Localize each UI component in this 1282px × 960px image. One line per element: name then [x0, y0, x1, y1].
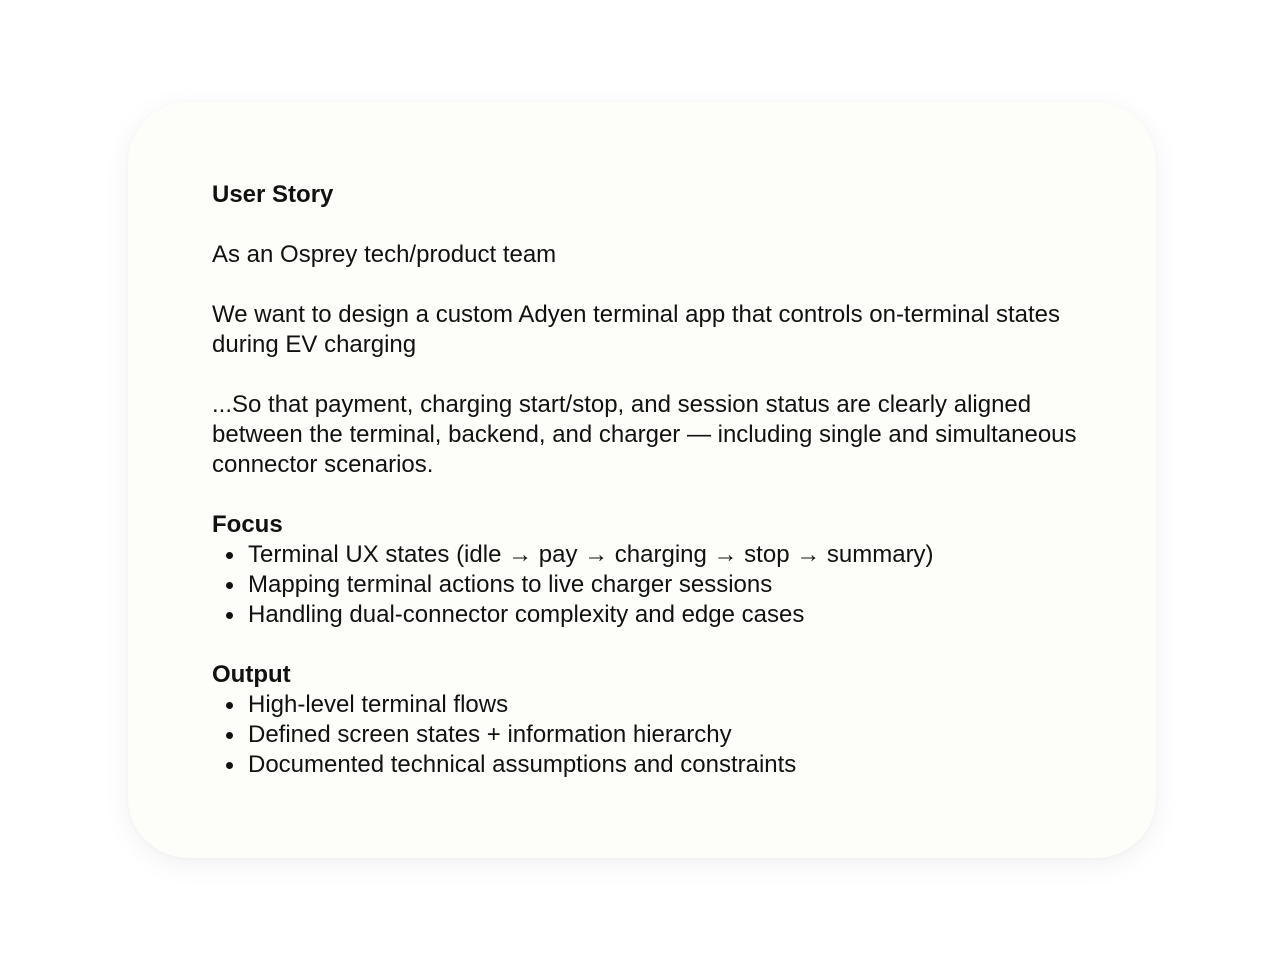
- list-item: Mapping terminal actions to live charger sessions: [212, 570, 1082, 600]
- we-want-statement: We want to design a custom Adyen terminal app that controls on-terminal states during EV charging: [212, 301, 1060, 358]
- user-story-card: [128, 102, 1156, 858]
- as-a-statement: As an Osprey tech/product team: [212, 241, 557, 268]
- list-item: Handling dual-connector complexity and edge cases: [212, 600, 1082, 630]
- output-heading: Output: [212, 661, 291, 688]
- list-item: Terminal UX states (idle → pay → charging → stop → summary): [212, 540, 1082, 570]
- focus-heading: Focus: [212, 511, 283, 538]
- list-item: Defined screen states + information hierarchy: [212, 720, 1082, 750]
- so-that-statement: ...So that payment, charging start/stop, and session status are clearly aligned between the terminal, backend, and charger — including single and simultaneous connector scenarios.: [212, 391, 1077, 478]
- card-content: [212, 180, 1082, 780]
- output-list: [212, 690, 1082, 780]
- list-item: Documented technical assumptions and constraints: [212, 750, 1082, 780]
- user-story-heading: User Story: [212, 181, 334, 208]
- list-item: High-level terminal flows: [212, 690, 1082, 720]
- focus-list: [212, 540, 1082, 630]
